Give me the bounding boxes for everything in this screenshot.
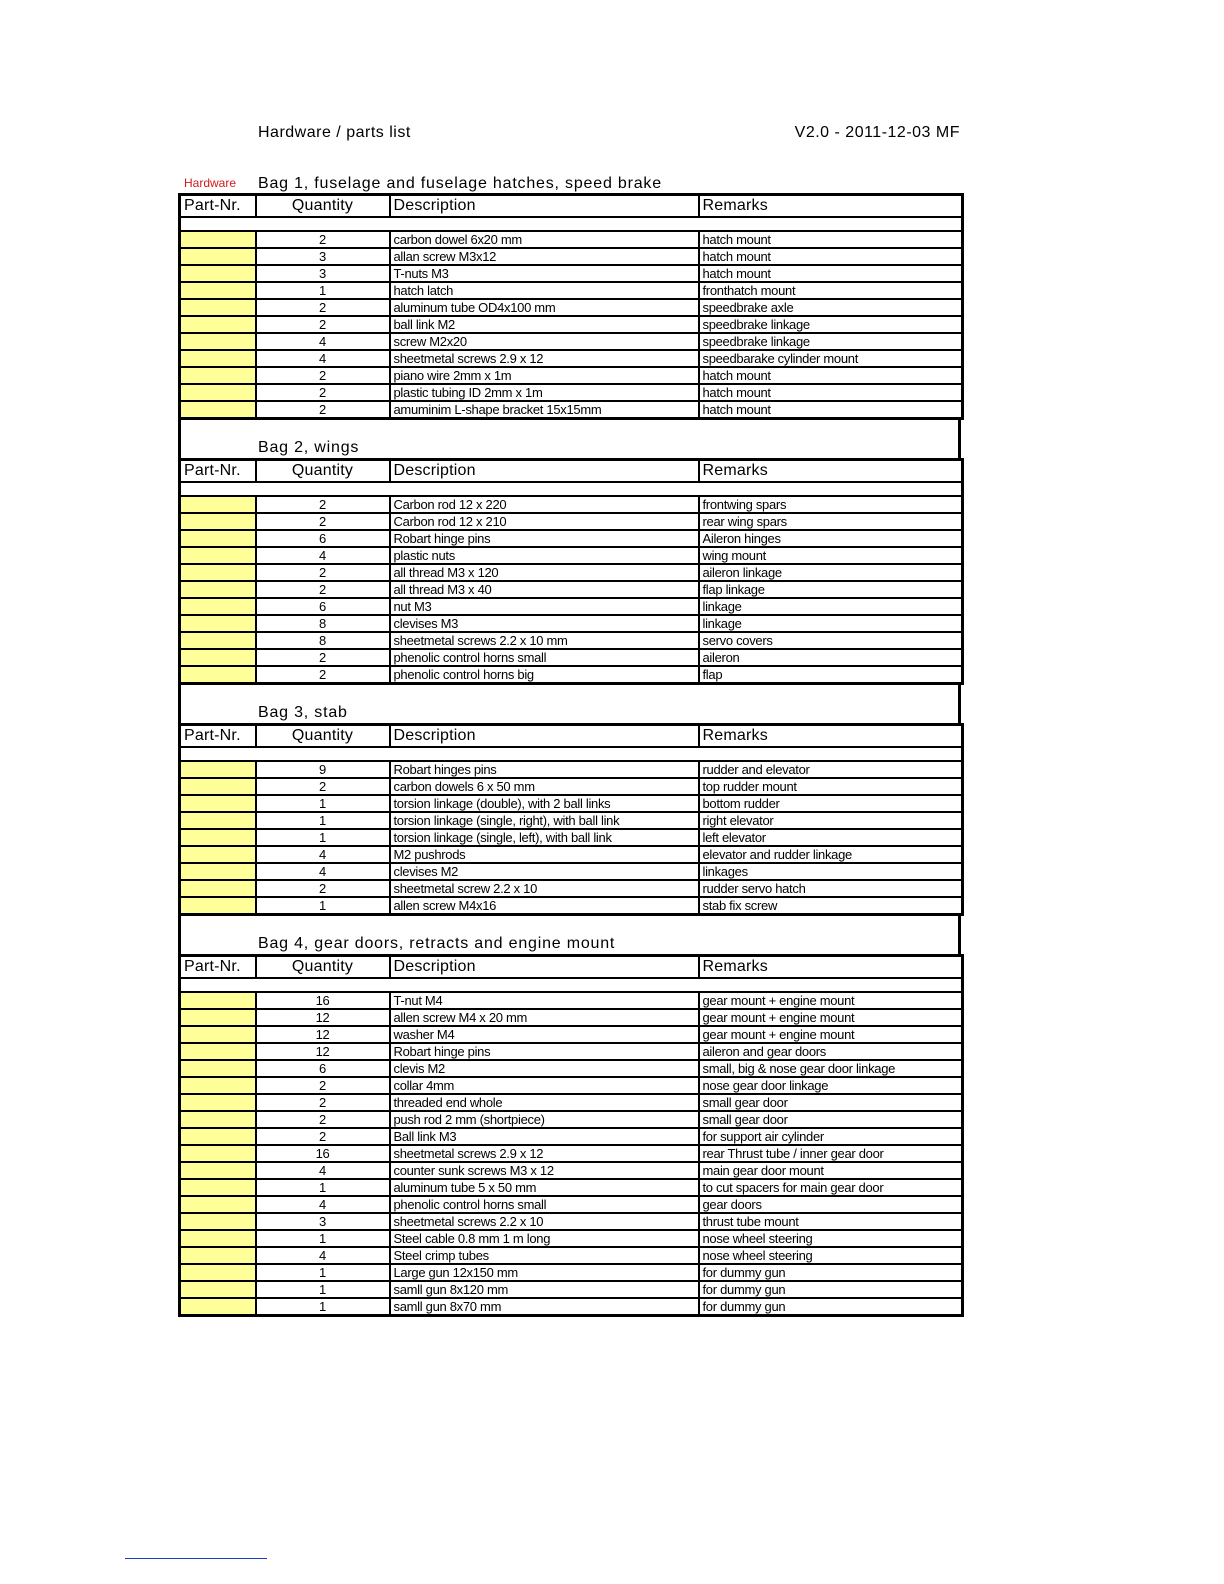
quantity-cell: 2	[256, 1094, 390, 1111]
table-row	[180, 829, 963, 846]
table-row	[180, 513, 963, 530]
description-cell: aluminum tube OD4x100 mm	[390, 299, 699, 316]
table-row	[180, 1060, 963, 1077]
part-nr-cell[interactable]	[180, 231, 256, 248]
header-quantity: Quantity	[256, 956, 390, 979]
table-row	[180, 1128, 963, 1145]
remarks-cell: linkages	[699, 863, 963, 880]
part-nr-cell[interactable]	[180, 598, 256, 615]
remarks-cell: small gear door	[699, 1094, 963, 1111]
quantity-cell: 2	[256, 496, 390, 513]
quantity-cell: 1	[256, 829, 390, 846]
quantity-cell: 2	[256, 666, 390, 684]
page-title: Hardware / parts list	[258, 124, 411, 141]
part-nr-cell[interactable]	[180, 829, 256, 846]
blank-cell	[180, 217, 963, 231]
quantity-cell: 2	[256, 1128, 390, 1145]
remarks-cell: elevator and rudder linkage	[699, 846, 963, 863]
part-nr-cell[interactable]	[180, 1145, 256, 1162]
quantity-cell: 2	[256, 299, 390, 316]
part-nr-cell[interactable]	[180, 513, 256, 530]
quantity-cell: 4	[256, 333, 390, 350]
table-row	[180, 615, 963, 632]
quantity-cell: 2	[256, 384, 390, 401]
remarks-cell: linkage	[699, 615, 963, 632]
table-row	[180, 1094, 963, 1111]
description-cell: Robart hinge pins	[390, 1043, 699, 1060]
description-cell: clevis M2	[390, 1060, 699, 1077]
quantity-cell: 2	[256, 581, 390, 598]
quantity-cell: 2	[256, 1111, 390, 1128]
table-row	[180, 846, 963, 863]
description-cell: sheetmetal screw 2.2 x 10	[390, 880, 699, 897]
part-nr-cell[interactable]	[180, 1009, 256, 1026]
quantity-cell: 16	[256, 1145, 390, 1162]
table-row	[180, 795, 963, 812]
blank-row	[180, 747, 963, 761]
header-description: Description	[390, 725, 699, 748]
part-nr-cell[interactable]	[180, 1128, 256, 1145]
quantity-cell: 9	[256, 761, 390, 778]
table-row	[180, 632, 963, 649]
remarks-cell: Aileron hinges	[699, 530, 963, 547]
description-cell: counter sunk screws M3 x 12	[390, 1162, 699, 1179]
quantity-cell: 4	[256, 547, 390, 564]
table-row	[180, 333, 963, 350]
header-quantity: Quantity	[256, 725, 390, 748]
description-cell: sheetmetal screws 2.2 x 10	[390, 1213, 699, 1230]
blank-row	[180, 978, 963, 992]
remarks-cell: rudder servo hatch	[699, 880, 963, 897]
description-cell: threaded end whole	[390, 1094, 699, 1111]
quantity-cell: 12	[256, 1026, 390, 1043]
part-nr-cell[interactable]	[180, 1060, 256, 1077]
table-row	[180, 1247, 963, 1264]
table-row	[180, 1026, 963, 1043]
remarks-cell: hatch mount	[699, 367, 963, 384]
parts-table	[178, 954, 964, 1317]
quantity-cell: 2	[256, 880, 390, 897]
header-description: Description	[390, 195, 699, 218]
quantity-cell: 1	[256, 1281, 390, 1298]
bag-title: Bag 3, stab	[178, 685, 961, 723]
part-nr-cell[interactable]	[180, 1043, 256, 1060]
table-row	[180, 547, 963, 564]
description-cell: Steel cable 0.8 mm 1 m long	[390, 1230, 699, 1247]
remarks-cell: thrust tube mount	[699, 1213, 963, 1230]
remarks-cell: gear mount + engine mount	[699, 992, 963, 1009]
bag-title: Bag 2, wings	[178, 420, 961, 458]
description-cell: allen screw M4 x 20 mm	[390, 1009, 699, 1026]
description-cell: sheetmetal screws 2.9 x 12	[390, 350, 699, 367]
description-cell: Carbon rod 12 x 210	[390, 513, 699, 530]
description-cell: push rod 2 mm (shortpiece)	[390, 1111, 699, 1128]
table-row	[180, 897, 963, 915]
description-cell: allan screw M3x12	[390, 248, 699, 265]
part-nr-cell[interactable]	[180, 265, 256, 282]
quantity-cell: 16	[256, 992, 390, 1009]
remarks-cell: bottom rudder	[699, 795, 963, 812]
description-cell: all thread M3 x 40	[390, 581, 699, 598]
table-row	[180, 248, 963, 265]
part-nr-cell[interactable]	[180, 316, 256, 333]
parts-table	[178, 723, 964, 916]
part-nr-cell[interactable]	[180, 812, 256, 829]
part-nr-cell[interactable]	[180, 564, 256, 581]
quantity-cell: 1	[256, 1230, 390, 1247]
part-nr-cell[interactable]	[180, 299, 256, 316]
description-cell: phenolic control horns small	[390, 1196, 699, 1213]
table-row	[180, 231, 963, 248]
description-cell: washer M4	[390, 1026, 699, 1043]
part-nr-cell[interactable]	[180, 530, 256, 547]
description-cell: samll gun 8x120 mm	[390, 1281, 699, 1298]
part-nr-cell[interactable]	[180, 581, 256, 598]
remarks-cell: rudder and elevator	[699, 761, 963, 778]
description-cell: piano wire 2mm x 1m	[390, 367, 699, 384]
part-nr-cell[interactable]	[180, 350, 256, 367]
table-row	[180, 1009, 963, 1026]
header-quantity: Quantity	[256, 195, 390, 218]
part-nr-cell[interactable]	[180, 1213, 256, 1230]
quantity-cell: 2	[256, 401, 390, 419]
remarks-cell: top rudder mount	[699, 778, 963, 795]
parts-sheet	[178, 171, 961, 1317]
header-part-nr: Part-Nr.	[180, 956, 256, 979]
remarks-cell: servo covers	[699, 632, 963, 649]
part-nr-cell[interactable]	[180, 1111, 256, 1128]
table-row	[180, 1179, 963, 1196]
table-row	[180, 863, 963, 880]
part-nr-cell[interactable]	[180, 761, 256, 778]
header-part-nr: Part-Nr.	[180, 725, 256, 748]
part-nr-cell[interactable]	[180, 992, 256, 1009]
quantity-cell: 12	[256, 1043, 390, 1060]
quantity-cell: 3	[256, 248, 390, 265]
remarks-cell: speedbrake linkage	[699, 316, 963, 333]
remarks-cell: nose wheel steering	[699, 1230, 963, 1247]
table-row	[180, 880, 963, 897]
description-cell: aluminum tube 5 x 50 mm	[390, 1179, 699, 1196]
remarks-cell: nose gear door linkage	[699, 1077, 963, 1094]
part-nr-cell[interactable]	[180, 666, 256, 684]
description-cell: phenolic control horns small	[390, 649, 699, 666]
description-cell: samll gun 8x70 mm	[390, 1298, 699, 1316]
table-row	[180, 496, 963, 513]
remarks-cell: linkage	[699, 598, 963, 615]
description-cell: sheetmetal screws 2.9 x 12	[390, 1145, 699, 1162]
blank-cell	[180, 747, 963, 761]
part-nr-cell[interactable]	[180, 384, 256, 401]
description-cell: allen screw M4x16	[390, 897, 699, 915]
remarks-cell: gear mount + engine mount	[699, 1026, 963, 1043]
remarks-cell: stab fix screw	[699, 897, 963, 915]
header-remarks: Remarks	[699, 195, 963, 218]
description-cell: carbon dowel 6x20 mm	[390, 231, 699, 248]
remarks-cell: to cut spacers for main gear door	[699, 1179, 963, 1196]
parts-table	[178, 193, 964, 420]
remarks-cell: hatch mount	[699, 248, 963, 265]
table-row	[180, 1145, 963, 1162]
remarks-cell: right elevator	[699, 812, 963, 829]
header-remarks: Remarks	[699, 725, 963, 748]
part-nr-cell[interactable]	[180, 1094, 256, 1111]
quantity-cell: 2	[256, 513, 390, 530]
quantity-cell: 1	[256, 1298, 390, 1316]
remarks-cell: hatch mount	[699, 265, 963, 282]
description-cell: Steel crimp tubes	[390, 1247, 699, 1264]
description-cell: amuminim L-shape bracket 15x15mm	[390, 401, 699, 419]
remarks-cell: fronthatch mount	[699, 282, 963, 299]
remarks-cell: gear doors	[699, 1196, 963, 1213]
table-row	[180, 1281, 963, 1298]
part-nr-cell[interactable]	[180, 1162, 256, 1179]
quantity-cell: 2	[256, 564, 390, 581]
header-quantity: Quantity	[256, 460, 390, 483]
description-cell: M2 pushrods	[390, 846, 699, 863]
quantity-cell: 4	[256, 1162, 390, 1179]
header-part-nr: Part-Nr.	[180, 460, 256, 483]
quantity-cell: 2	[256, 316, 390, 333]
part-nr-cell[interactable]	[180, 846, 256, 863]
remarks-cell: aileron	[699, 649, 963, 666]
remarks-cell: speedbrake linkage	[699, 333, 963, 350]
bag-title: Bag 1, fuselage and fuselage hatches, speed brake	[258, 175, 662, 192]
part-nr-cell[interactable]	[180, 1077, 256, 1094]
quantity-cell: 4	[256, 350, 390, 367]
part-nr-cell[interactable]	[180, 496, 256, 513]
part-nr-cell[interactable]	[180, 547, 256, 564]
blank-cell	[180, 482, 963, 496]
part-nr-cell[interactable]	[180, 880, 256, 897]
bag-title: Bag 4, gear doors, retracts and engine mount	[178, 916, 961, 954]
remarks-cell: hatch mount	[699, 384, 963, 401]
header-remarks: Remarks	[699, 956, 963, 979]
part-nr-cell[interactable]	[180, 1281, 256, 1298]
table-row	[180, 265, 963, 282]
table-header-row	[180, 460, 963, 483]
table-row	[180, 1264, 963, 1281]
part-nr-cell[interactable]	[180, 1264, 256, 1281]
table-row	[180, 778, 963, 795]
remarks-cell: small, big & nose gear door linkage	[699, 1060, 963, 1077]
table-row	[180, 1298, 963, 1316]
remarks-cell: speedbarake cylinder mount	[699, 350, 963, 367]
part-nr-cell[interactable]	[180, 778, 256, 795]
blank-row	[180, 217, 963, 231]
remarks-cell: rear Thrust tube / inner gear door	[699, 1145, 963, 1162]
table-row	[180, 1162, 963, 1179]
remarks-cell: main gear door mount	[699, 1162, 963, 1179]
description-cell: hatch latch	[390, 282, 699, 299]
table-row	[180, 350, 963, 367]
remarks-cell: aileron linkage	[699, 564, 963, 581]
quantity-cell: 4	[256, 1196, 390, 1213]
quantity-cell: 2	[256, 778, 390, 795]
table-row	[180, 1196, 963, 1213]
table-row	[180, 666, 963, 684]
quantity-cell: 4	[256, 863, 390, 880]
table-row	[180, 1043, 963, 1060]
quantity-cell: 4	[256, 1247, 390, 1264]
table-header-row	[180, 956, 963, 979]
part-nr-cell[interactable]	[180, 795, 256, 812]
remarks-cell: nose wheel steering	[699, 1247, 963, 1264]
part-nr-cell[interactable]	[180, 615, 256, 632]
part-nr-cell[interactable]	[180, 282, 256, 299]
part-nr-cell[interactable]	[180, 897, 256, 915]
quantity-cell: 8	[256, 632, 390, 649]
quantity-cell: 1	[256, 812, 390, 829]
table-row	[180, 401, 963, 419]
remarks-cell: aileron and gear doors	[699, 1043, 963, 1060]
parts-table	[178, 458, 964, 685]
blank-row	[180, 482, 963, 496]
quantity-cell: 2	[256, 231, 390, 248]
remarks-cell: for support air cylinder	[699, 1128, 963, 1145]
description-cell: clevises M2	[390, 863, 699, 880]
description-cell: plastic nuts	[390, 547, 699, 564]
remarks-cell: flap linkage	[699, 581, 963, 598]
quantity-cell: 6	[256, 530, 390, 547]
quantity-cell: 3	[256, 1213, 390, 1230]
part-nr-cell[interactable]	[180, 333, 256, 350]
quantity-cell: 2	[256, 1077, 390, 1094]
description-cell: nut M3	[390, 598, 699, 615]
description-cell: T-nut M4	[390, 992, 699, 1009]
quantity-cell: 1	[256, 1264, 390, 1281]
description-cell: torsion linkage (double), with 2 ball links	[390, 795, 699, 812]
part-nr-cell[interactable]	[180, 1026, 256, 1043]
header-remarks: Remarks	[699, 460, 963, 483]
remarks-cell: rear wing spars	[699, 513, 963, 530]
remarks-cell: frontwing spars	[699, 496, 963, 513]
table-row	[180, 1111, 963, 1128]
hardware-label: Hardware	[184, 176, 237, 190]
description-cell: clevises M3	[390, 615, 699, 632]
quantity-cell: 4	[256, 846, 390, 863]
remarks-cell: for dummy gun	[699, 1281, 963, 1298]
part-nr-cell[interactable]	[180, 401, 256, 419]
remarks-cell: small gear door	[699, 1111, 963, 1128]
remarks-cell: for dummy gun	[699, 1264, 963, 1281]
description-cell: sheetmetal screws 2.2 x 10 mm	[390, 632, 699, 649]
remarks-cell: speedbrake axle	[699, 299, 963, 316]
description-cell: torsion linkage (single, right), with ball link	[390, 812, 699, 829]
description-cell: ball link M2	[390, 316, 699, 333]
description-cell: all thread M3 x 120	[390, 564, 699, 581]
description-cell: plastic tubing ID 2mm x 1m	[390, 384, 699, 401]
table-row	[180, 1213, 963, 1230]
table-row	[180, 1230, 963, 1247]
table-header-row	[180, 725, 963, 748]
table-row	[180, 530, 963, 547]
table-row	[180, 812, 963, 829]
quantity-cell: 6	[256, 598, 390, 615]
description-cell: Carbon rod 12 x 220	[390, 496, 699, 513]
description-cell: torsion linkage (single, left), with ball link	[390, 829, 699, 846]
table-row	[180, 316, 963, 333]
description-cell: screw M2x20	[390, 333, 699, 350]
quantity-cell: 6	[256, 1060, 390, 1077]
quantity-cell: 1	[256, 795, 390, 812]
table-header-row	[180, 195, 963, 218]
part-nr-cell[interactable]	[180, 1298, 256, 1316]
remarks-cell: left elevator	[699, 829, 963, 846]
part-nr-cell[interactable]	[180, 649, 256, 666]
header-description: Description	[390, 460, 699, 483]
description-cell: Large gun 12x150 mm	[390, 1264, 699, 1281]
table-row	[180, 282, 963, 299]
part-nr-cell[interactable]	[180, 367, 256, 384]
table-row	[180, 761, 963, 778]
table-row	[180, 299, 963, 316]
description-cell: phenolic control horns big	[390, 666, 699, 684]
remarks-cell: gear mount + engine mount	[699, 1009, 963, 1026]
part-nr-cell[interactable]	[180, 1230, 256, 1247]
description-cell: carbon dowels 6 x 50 mm	[390, 778, 699, 795]
part-nr-cell[interactable]	[180, 1179, 256, 1196]
remarks-cell: for dummy gun	[699, 1298, 963, 1316]
table-row	[180, 649, 963, 666]
description-cell: T-nuts M3	[390, 265, 699, 282]
description-cell: Robart hinge pins	[390, 530, 699, 547]
page-header	[258, 124, 960, 148]
quantity-cell: 2	[256, 649, 390, 666]
header-description: Description	[390, 956, 699, 979]
blank-cell	[180, 978, 963, 992]
remarks-cell: wing mount	[699, 547, 963, 564]
table-row	[180, 367, 963, 384]
part-nr-cell[interactable]	[180, 1196, 256, 1213]
description-cell: Robart hinges pins	[390, 761, 699, 778]
description-cell: collar 4mm	[390, 1077, 699, 1094]
part-nr-cell[interactable]	[180, 248, 256, 265]
quantity-cell: 2	[256, 367, 390, 384]
header-part-nr: Part-Nr.	[180, 195, 256, 218]
part-nr-cell[interactable]	[180, 1247, 256, 1264]
quantity-cell: 1	[256, 1179, 390, 1196]
description-cell: Ball link M3	[390, 1128, 699, 1145]
table-row	[180, 598, 963, 615]
table-row	[180, 564, 963, 581]
footer-divider	[125, 1558, 267, 1559]
quantity-cell: 1	[256, 282, 390, 299]
remarks-cell: hatch mount	[699, 231, 963, 248]
version-label: V2.0 - 2011-12-03 MF	[794, 124, 960, 141]
table-row	[180, 384, 963, 401]
quantity-cell: 1	[256, 897, 390, 915]
quantity-cell: 8	[256, 615, 390, 632]
quantity-cell: 3	[256, 265, 390, 282]
quantity-cell: 12	[256, 1009, 390, 1026]
remarks-cell: flap	[699, 666, 963, 684]
table-row	[180, 1077, 963, 1094]
table-row	[180, 581, 963, 598]
part-nr-cell[interactable]	[180, 632, 256, 649]
part-nr-cell[interactable]	[180, 863, 256, 880]
table-row	[180, 992, 963, 1009]
remarks-cell: hatch mount	[699, 401, 963, 419]
